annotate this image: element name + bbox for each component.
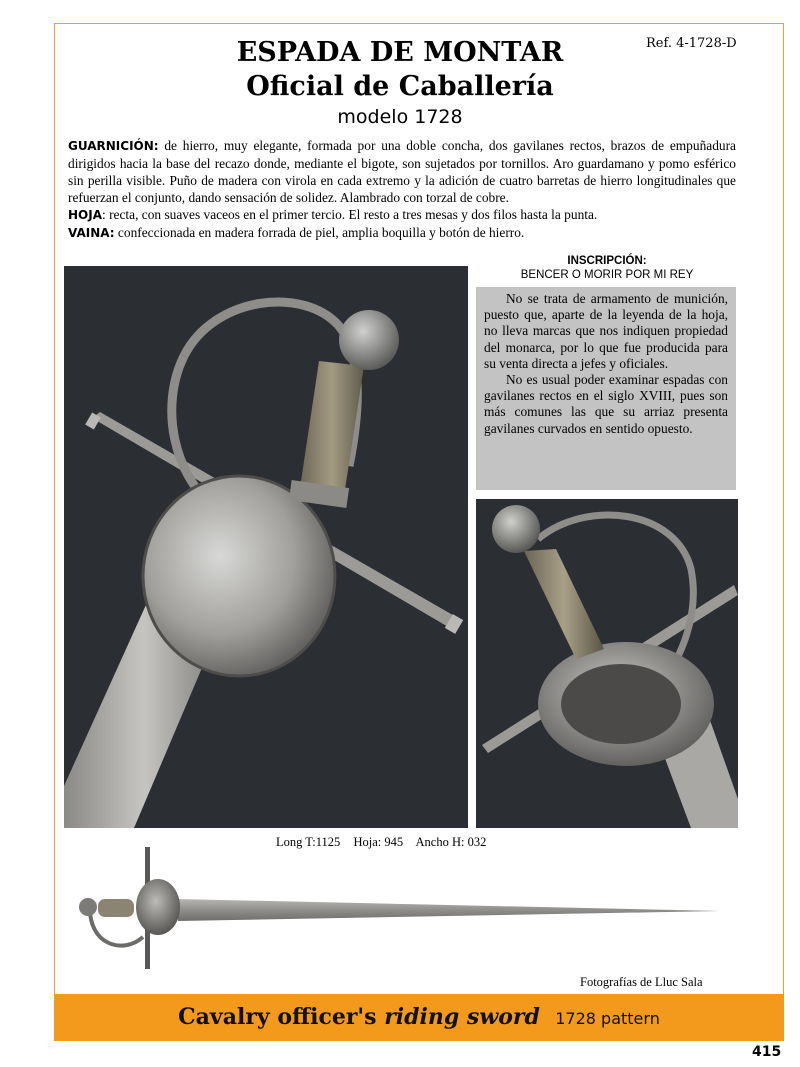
english-title-banner xyxy=(54,994,784,1041)
reference-code: Ref. 4-1728-D xyxy=(646,36,737,51)
page-title xyxy=(0,36,800,130)
banner-part-2: riding sword xyxy=(384,1004,540,1030)
title-line-1: ESPADA DE MONTAR xyxy=(236,37,564,68)
description xyxy=(68,137,736,242)
guarnicion-paragraph xyxy=(68,137,736,206)
hoja-paragraph xyxy=(68,206,736,224)
title-line-3: modelo 1728 xyxy=(337,106,463,128)
guarnicion-text: de hierro, muy elegante, formada por una doble concha, dos gavilanes rectos, brazos de empuñadura dirigidos hacia la base del recazo donde, mediante el bigote, son sujetados por tornillos. Aro guardamano y pomo esférico sin perilla visible. Puño de madera con virola en cada extremo y la adición de cuatro barretas de hierro longitudinales que refuerzan el conjunto, dando sensación de solidez. Alambrado con torzal de cobre. xyxy=(68,138,736,205)
vaina-label: VAINA: xyxy=(68,226,115,240)
photo-credit: Fotografías de Lluc Sala xyxy=(580,975,703,989)
title-line-2: Oficial de Caballería xyxy=(246,71,554,102)
banner-part-3: 1728 pattern xyxy=(555,1009,660,1028)
inscription xyxy=(478,254,736,282)
guarnicion-label: GUARNICIÓN: xyxy=(68,139,159,153)
hoja-label: HOJA xyxy=(68,208,102,222)
full-sword-photo xyxy=(68,845,728,973)
note-paragraph-2: No es usual poder examinar espadas con gavilanes rectos en el siglo XVIII, pues son más comunes las que su arriaz presenta gavilanes curvados en sentido opuesto. xyxy=(484,372,728,436)
measure-width: Ancho H: 032 xyxy=(415,835,487,849)
measure-blade: Hoja: 945 xyxy=(353,835,404,849)
measure-length: Long T:1125 xyxy=(276,835,341,849)
hilt-photo-main xyxy=(64,266,468,828)
note-paragraph-1: No se trata de armamento de munición, puesto que, aparte de la leyenda de la hoja, no lleva marcas que nos indiquen propiedad del monarca, por lo que fue producida para su venta directa a jefes y oficiales. xyxy=(484,291,728,371)
hilt-photo-detail xyxy=(476,499,738,828)
inscription-text: BENCER O MORIR POR MI REY xyxy=(520,269,694,281)
vaina-paragraph xyxy=(68,224,736,242)
page-number: 415 xyxy=(752,1044,782,1060)
banner-part-1: Cavalry officer's xyxy=(178,1004,385,1030)
note-box xyxy=(476,287,736,490)
hoja-text: : recta, con suaves vaceos en el primer tercio. El resto a tres mesas y dos filos hasta la punta. xyxy=(102,207,598,222)
vaina-text: confeccionada en madera forrada de piel, amplia boquilla y botón de hierro. xyxy=(114,225,525,240)
inscription-label: INSCRIPCIÓN: xyxy=(567,255,647,267)
